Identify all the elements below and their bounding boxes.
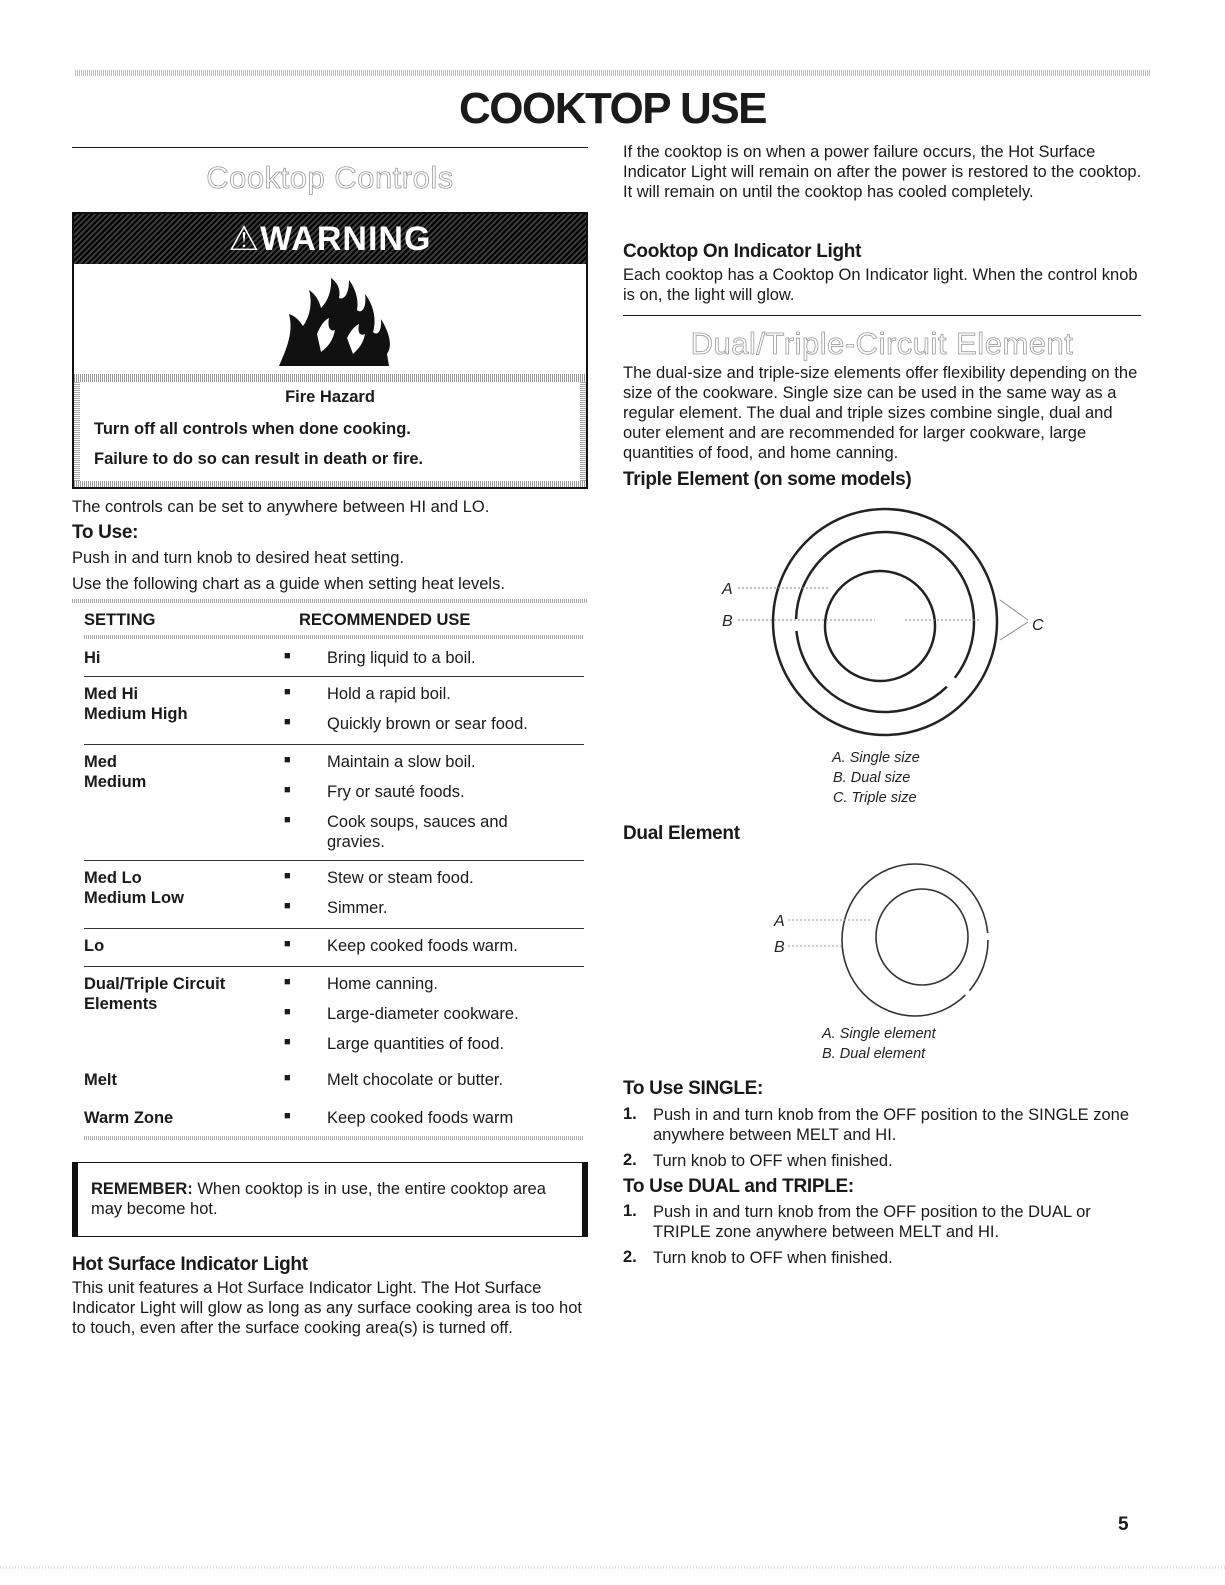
dual-triple-step-2: Turn knob to OFF when finished.	[653, 1249, 893, 1267]
dual-label-a: A	[774, 913, 785, 930]
table-row-divider	[84, 928, 584, 929]
recommended-use: Large quantities of food.	[327, 1035, 505, 1053]
warning-line-1: Turn off all controls when done cooking.	[94, 420, 411, 438]
setting-name: Lo	[84, 937, 105, 955]
bullet-icon	[284, 898, 294, 908]
bullet-icon	[284, 782, 294, 792]
bullet-icon	[284, 1004, 294, 1014]
recommended-use: Keep cooked foods warm.	[327, 937, 518, 955]
bottom-rule	[0, 1566, 1225, 1569]
recommended-use: Maintain a slow boil.	[327, 753, 476, 771]
to-use-line-1: Push in and turn knob to desired heat setting.	[72, 549, 405, 567]
warning-line-2: Failure to do so can result in death or fire.	[94, 450, 424, 468]
triple-captions	[810, 748, 970, 808]
on-light-text: Each cooktop has a Cooktop On Indicator light. When the control knob is on, the light will glow.	[623, 266, 1138, 304]
to-use-heading: To Use:	[72, 522, 139, 543]
page-number: 5	[1118, 1514, 1129, 1535]
bullet-icon	[284, 752, 294, 762]
power-failure-text: If the cooktop is on when a power failure occurs, the Hot Surface Indicator Light will remain on after the power is restored to the cooktop. It will remain on until the cooktop has cooled completely.	[623, 143, 1142, 201]
bullet-icon	[284, 936, 294, 946]
recommended-use: Cook soups, sauces and gravies.	[327, 813, 508, 851]
warning-band	[74, 374, 586, 382]
bullet-icon	[284, 812, 294, 822]
remember-label: REMEMBER:	[91, 1180, 193, 1198]
triple-element-diagram	[700, 500, 1060, 750]
triple-label-a: A	[722, 581, 733, 598]
page-title: COOKTOP USE	[458, 84, 767, 133]
top-rule	[75, 70, 1150, 76]
recommended-use: Melt chocolate or butter.	[327, 1071, 504, 1089]
remember-text: When cooktop is in use, the entire cooktop area may become hot.	[91, 1180, 546, 1218]
header-recommended-use: RECOMMENDED USE	[299, 611, 471, 629]
triple-label-b: B	[722, 613, 733, 630]
hot-surface-text: This unit features a Hot Surface Indicator Light. The Hot Surface Indicator Light will glow as long as any surface cooking area is too hot to touch, even after the surface cooking area(s) is turned off.	[72, 1279, 582, 1337]
caption-single-element: A. Single element	[822, 1026, 936, 1042]
triple-heading: Triple Element (on some models)	[623, 469, 912, 490]
table-row-divider	[84, 744, 584, 745]
single-step-2: Turn knob to OFF when finished.	[653, 1152, 893, 1170]
table-row-divider	[84, 966, 584, 967]
warning-hazard: Fire Hazard	[285, 388, 375, 406]
setting-name: Med Medium	[84, 753, 147, 791]
table-row-divider	[84, 860, 584, 861]
setting-name: Dual/Triple Circuit Elements	[84, 975, 226, 1013]
recommended-use: Stew or steam food.	[327, 869, 474, 887]
setting-name: Melt	[84, 1071, 117, 1089]
recommended-use: Home canning.	[327, 975, 438, 993]
recommended-use: Large-diameter cookware.	[327, 1005, 519, 1023]
recommended-use: Simmer.	[327, 899, 388, 917]
section-title-dual-triple: Dual/Triple-Circuit Element	[690, 326, 1074, 361]
recommended-use: Fry or sauté foods.	[327, 783, 465, 801]
bullet-icon	[284, 974, 294, 984]
section-rule-right	[623, 315, 1141, 316]
section-title-cooktop-controls: Cooktop Controls	[206, 160, 454, 195]
warning-header: ⚠WARNING	[74, 214, 586, 264]
table-row-divider	[84, 676, 584, 677]
setting-name: Med Hi Medium High	[84, 685, 188, 723]
single-heading: To Use SINGLE:	[623, 1078, 764, 1099]
header-setting: SETTING	[84, 611, 156, 629]
caption-dual-element: B. Dual element	[822, 1046, 926, 1062]
recommended-use: Bring liquid to a boil.	[327, 649, 476, 667]
single-step-1: Push in and turn knob from the OFF position to the SINGLE zone anywhere between MELT and HI.	[653, 1106, 1130, 1144]
caption-dual-size: B. Dual size	[833, 770, 911, 786]
on-light-heading: Cooktop On Indicator Light	[623, 241, 862, 262]
triple-label-c: C	[1032, 617, 1044, 634]
dual-label-b: B	[774, 939, 785, 956]
controls-intro: The controls can be set to anywhere between HI and LO.	[72, 498, 490, 516]
hot-surface-heading: Hot Surface Indicator Light	[72, 1254, 308, 1275]
dual-triple-step-1: Push in and turn knob from the OFF position to the DUAL or TRIPLE zone anywhere between MELT and HI.	[653, 1203, 1091, 1241]
caption-triple-size: C. Triple size	[833, 790, 917, 806]
remember-box	[72, 1162, 588, 1237]
recommended-use: Hold a rapid boil.	[327, 685, 451, 703]
dual-intro: The dual-size and triple-size elements offer flexibility depending on the size of the cookware. Single size can be used in the same way as a regular element. The dual and triple sizes combine single, dual and outer element and are recommended for larger cookware, large quantities of food, and home canning.	[623, 364, 1138, 462]
bullet-icon	[284, 684, 294, 694]
bullet-icon	[284, 714, 294, 724]
bullet-icon	[284, 868, 294, 878]
setting-name: Warm Zone	[84, 1109, 174, 1127]
recommended-use: Keep cooked foods warm	[327, 1109, 514, 1127]
to-use-line-2: Use the following chart as a guide when setting heat levels.	[72, 575, 505, 593]
bullet-icon	[284, 1070, 294, 1080]
caption-single-size: A. Single size	[832, 750, 920, 766]
warning-box	[72, 212, 588, 489]
setting-name: Hi	[84, 649, 101, 667]
setting-name: Med Lo Medium Low	[84, 869, 184, 907]
recommended-use: Quickly brown or sear food.	[327, 715, 528, 733]
bullet-icon	[284, 1108, 294, 1118]
bullet-icon	[284, 648, 294, 658]
dual-triple-heading: To Use DUAL and TRIPLE:	[623, 1176, 854, 1197]
section-rule	[72, 147, 588, 148]
dual-element-diagram	[760, 850, 1010, 1030]
dual-captions	[822, 1024, 982, 1064]
bullet-icon	[284, 1034, 294, 1044]
dual-heading: Dual Element	[623, 823, 740, 844]
flame-icon	[269, 274, 399, 369]
